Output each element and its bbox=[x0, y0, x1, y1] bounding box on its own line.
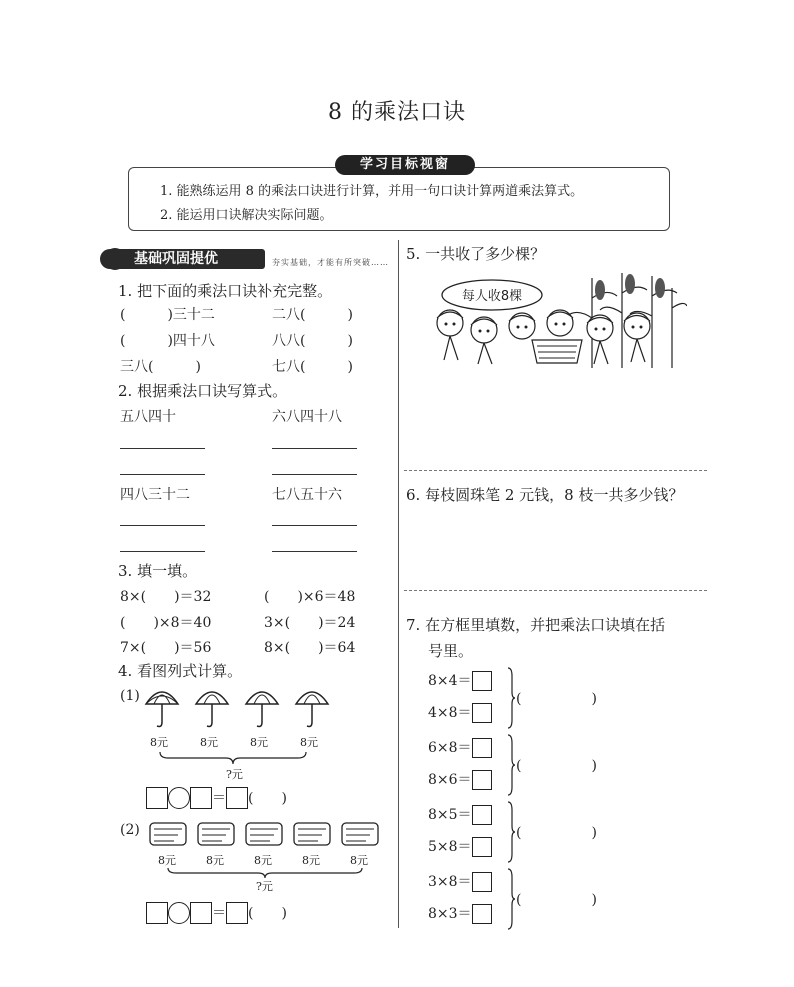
q3-cell: 3×( )＝24 bbox=[264, 615, 356, 631]
q3-prompt: 3. 填一填。 bbox=[118, 562, 198, 580]
q1-cell: ( )三十二 bbox=[120, 307, 215, 323]
price-label: 8元 bbox=[200, 736, 218, 749]
answer-line[interactable] bbox=[272, 448, 357, 449]
goals-header: 学习目标视窗 bbox=[335, 155, 475, 175]
column-divider bbox=[398, 240, 399, 928]
answer-line[interactable] bbox=[120, 525, 205, 526]
operator-circle[interactable] bbox=[168, 787, 190, 809]
unit-paren[interactable]: ( ) bbox=[248, 905, 287, 922]
pencil-case-row bbox=[146, 815, 386, 849]
q7-prompt-line2: 号里。 bbox=[428, 642, 474, 660]
answer-box[interactable] bbox=[472, 671, 492, 691]
q7-expr: 5×8＝ bbox=[428, 839, 472, 855]
q7-expr: 8×4＝ bbox=[428, 673, 472, 689]
q2-prompt: 2. 根据乘法口诀写算式。 bbox=[118, 382, 288, 400]
q7-expr: 3×8＝ bbox=[428, 874, 472, 890]
answer-box[interactable] bbox=[472, 738, 492, 758]
q3-cell: 8×( )＝64 bbox=[264, 640, 356, 656]
answer-box[interactable] bbox=[146, 787, 168, 809]
question-label: ?元 bbox=[256, 880, 273, 893]
q7-expr: 6×8＝ bbox=[428, 740, 472, 756]
umbrella-row bbox=[140, 682, 340, 732]
answer-box[interactable] bbox=[472, 805, 492, 825]
goal-item-1: 1. 能熟练运用 8 的乘法口诀进行计算，并用一句口诀计算两道乘法算式。 bbox=[160, 184, 584, 199]
price-label: 8元 bbox=[158, 854, 176, 867]
pencil-case-icon bbox=[342, 823, 378, 845]
q7-expr: 8×6＝ bbox=[428, 772, 472, 788]
q1-cell: 二八( ) bbox=[272, 307, 353, 323]
answer-line[interactable] bbox=[120, 474, 205, 475]
q4-prompt: 4. 看图列式计算。 bbox=[118, 662, 243, 680]
q7-expr: 4×8＝ bbox=[428, 705, 472, 721]
unit-paren[interactable]: ( ) bbox=[248, 790, 287, 807]
answer-box[interactable] bbox=[226, 902, 248, 924]
answer-line[interactable] bbox=[120, 551, 205, 552]
q7-prompt-line1: 7. 在方框里填数，并把乘法口诀填在括 bbox=[406, 616, 666, 634]
q4-part1-label: (1) bbox=[120, 688, 140, 704]
speech-bubble-text: 每人收8棵 bbox=[461, 289, 523, 304]
answer-line[interactable] bbox=[272, 474, 357, 475]
section-title: 基础巩固提优 bbox=[100, 249, 265, 269]
price-label: 8元 bbox=[206, 854, 224, 867]
q1-cell: ( )四十八 bbox=[120, 333, 215, 349]
q1-prompt: 1. 把下面的乘法口诀补充完整。 bbox=[118, 282, 333, 300]
q5-prompt: 5. 一共收了多少棵？ bbox=[406, 245, 546, 263]
umbrella-icon bbox=[196, 692, 228, 727]
brace-icon bbox=[506, 733, 516, 797]
answer-box[interactable] bbox=[472, 837, 492, 857]
price-label: 8元 bbox=[254, 854, 272, 867]
q2-item: 六八四十八 bbox=[272, 409, 342, 425]
q2-item: 五八四十 bbox=[120, 409, 176, 425]
pencil-case-icon bbox=[150, 823, 186, 845]
divider bbox=[404, 470, 707, 471]
pencil-case-icon bbox=[246, 823, 282, 845]
equals-sign: ＝ bbox=[212, 790, 226, 807]
answer-box[interactable] bbox=[472, 872, 492, 892]
q4-part2-label: (2) bbox=[120, 822, 140, 838]
q7-equation bbox=[428, 836, 492, 857]
page-title: 8 的乘法口诀 bbox=[328, 100, 466, 125]
section-header bbox=[100, 247, 390, 271]
q7-expr: 8×5＝ bbox=[428, 807, 472, 823]
mnemonic-paren[interactable]: ( ) bbox=[516, 892, 597, 908]
price-label: 8元 bbox=[300, 736, 318, 749]
mnemonic-paren[interactable]: ( ) bbox=[516, 758, 597, 774]
q7-equation bbox=[428, 903, 492, 924]
q1-cell: 八八( ) bbox=[272, 333, 353, 349]
q1-cell: 三八( ) bbox=[120, 359, 201, 375]
question-label: ?元 bbox=[226, 768, 243, 781]
price-label: 8元 bbox=[350, 854, 368, 867]
answer-box[interactable] bbox=[190, 787, 212, 809]
q3-cell: 7×( )＝56 bbox=[120, 640, 212, 656]
equation-row bbox=[146, 787, 287, 809]
children-harvest-illustration bbox=[432, 268, 687, 368]
brace-icon bbox=[506, 867, 516, 931]
section-motto: 夯实基础，才能有所突破…… bbox=[272, 258, 389, 267]
umbrella-icon bbox=[146, 692, 178, 727]
q7-equation bbox=[428, 737, 492, 758]
answer-box[interactable] bbox=[472, 770, 492, 790]
divider bbox=[404, 590, 707, 591]
answer-line[interactable] bbox=[272, 551, 357, 552]
price-label: 8元 bbox=[150, 736, 168, 749]
q6-prompt: 6. 每枝圆珠笔 2 元钱，8 枝一共多少钱？ bbox=[406, 486, 684, 504]
mnemonic-paren[interactable]: ( ) bbox=[516, 691, 597, 707]
answer-box[interactable] bbox=[226, 787, 248, 809]
q7-equation bbox=[428, 804, 492, 825]
brace-icon bbox=[158, 750, 308, 766]
price-label: 8元 bbox=[302, 854, 320, 867]
q2-item: 七八五十六 bbox=[272, 487, 342, 503]
q7-expr: 8×3＝ bbox=[428, 906, 472, 922]
operator-circle[interactable] bbox=[168, 902, 190, 924]
q7-equation bbox=[428, 769, 492, 790]
q3-cell: ( )×6＝48 bbox=[264, 589, 356, 605]
answer-line[interactable] bbox=[272, 525, 357, 526]
umbrella-icon bbox=[246, 692, 278, 727]
answer-box[interactable] bbox=[472, 904, 492, 924]
pencil-case-icon bbox=[294, 823, 330, 845]
brace-icon bbox=[506, 800, 516, 864]
price-label: 8元 bbox=[250, 736, 268, 749]
goal-item-2: 2. 能运用口诀解决实际问题。 bbox=[160, 208, 333, 223]
answer-box[interactable] bbox=[146, 902, 168, 924]
equation-row bbox=[146, 902, 287, 924]
mnemonic-paren[interactable]: ( ) bbox=[516, 825, 597, 841]
q7-equation bbox=[428, 871, 492, 892]
answer-box[interactable] bbox=[190, 902, 212, 924]
pencil-case-icon bbox=[198, 823, 234, 845]
brace-icon bbox=[506, 666, 516, 730]
q7-equation bbox=[428, 702, 492, 723]
q3-cell: 8×( )＝32 bbox=[120, 589, 212, 605]
q2-item: 四八三十二 bbox=[120, 487, 190, 503]
q3-cell: ( )×8＝40 bbox=[120, 615, 212, 631]
q7-equation bbox=[428, 670, 492, 691]
answer-line[interactable] bbox=[120, 448, 205, 449]
q1-cell: 七八( ) bbox=[272, 359, 353, 375]
umbrella-icon bbox=[296, 692, 328, 727]
answer-box[interactable] bbox=[472, 703, 492, 723]
equals-sign: ＝ bbox=[212, 905, 226, 922]
